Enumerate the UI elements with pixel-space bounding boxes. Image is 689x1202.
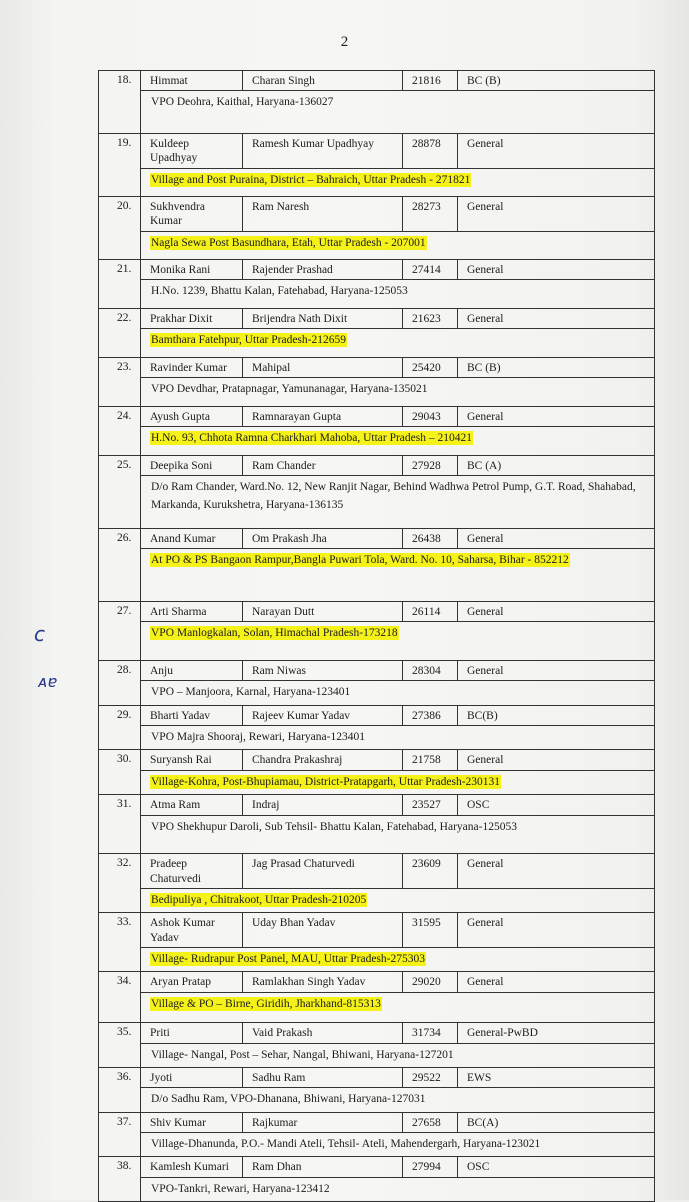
category: General	[467, 411, 504, 423]
candidate-name: Bharti Yadav	[141, 706, 243, 725]
address-text: At PO & PS Bangaon Rampur,Bangla Puwari Tola, Ward. No. 10, Saharsa, Bihar - 852212	[151, 554, 569, 567]
father-name: Indraj	[243, 795, 403, 814]
address	[141, 169, 654, 192]
address-text: Bedipuliya , Chitrakoot, Uttar Pradesh-210205	[151, 894, 367, 906]
serial-number: 28.	[99, 661, 141, 705]
category: BC (B)	[467, 362, 501, 374]
candidate-details	[141, 913, 654, 948]
table-row	[99, 70, 654, 133]
roll-number: 26438	[403, 529, 458, 548]
roll-number: 25420	[403, 358, 458, 377]
father-name: Charan Singh	[243, 71, 403, 90]
candidate-details	[141, 529, 654, 549]
address	[141, 378, 654, 401]
category: EWS	[467, 1071, 492, 1084]
address	[141, 329, 654, 352]
father-name: Ramlakhan Singh Yadav	[243, 972, 403, 991]
roll-number: 21758	[403, 750, 458, 769]
serial-number: 19.	[99, 134, 141, 196]
candidate-details	[141, 134, 654, 169]
candidate-details	[141, 407, 654, 427]
candidate-name: Prakhar Dixit	[141, 309, 243, 328]
roll-number: 29043	[403, 407, 458, 426]
roll-number: 27386	[403, 706, 458, 725]
address-text: Village-Dhanunda, P.O.- Mandi Ateli, Tehsil- Ateli, Mahendergarh, Haryana-123021	[151, 1137, 541, 1150]
serial-number: 36.	[99, 1068, 141, 1112]
roll-number: 27994	[403, 1157, 458, 1176]
serial-number: 26.	[99, 529, 141, 601]
candidate-name: Monika Rani	[141, 260, 243, 279]
table-row	[99, 749, 654, 794]
candidate-name: Shiv Kumar	[141, 1113, 243, 1132]
table-row	[99, 971, 654, 1022]
table-row	[99, 912, 654, 971]
address	[141, 476, 654, 517]
address	[141, 1133, 654, 1156]
candidate-details	[141, 854, 654, 889]
category: BC(A)	[467, 1116, 499, 1129]
candidate-name: Pradeep Chaturvedi	[141, 854, 243, 888]
serial-number: 23.	[99, 358, 141, 406]
candidate-name: Ashok Kumar Yadav	[141, 913, 243, 947]
category: General	[467, 754, 504, 767]
address-text: Village-Kohra, Post-Bhupiamau, District-Pratapgarh, Uttar Pradesh-230131	[151, 775, 501, 788]
serial-number: 24.	[99, 407, 141, 455]
category: General	[467, 606, 504, 618]
serial-number: 25.	[99, 456, 141, 528]
roll-number: 27414	[403, 260, 458, 279]
address	[141, 948, 654, 971]
address	[141, 1178, 654, 1201]
candidate-name: Himmat	[141, 71, 243, 90]
candidate-details	[141, 1023, 654, 1043]
address	[141, 91, 654, 114]
table-row	[99, 196, 654, 259]
candidate-details	[141, 1157, 654, 1177]
category: General	[467, 665, 504, 677]
table-row	[99, 406, 654, 455]
candidate-details	[141, 260, 654, 280]
father-name: Narayan Dutt	[243, 602, 403, 621]
candidate-name: Atma Ram	[141, 795, 243, 814]
category: BC(B)	[467, 709, 498, 722]
father-name: Vaid Prakash	[243, 1023, 403, 1042]
address-text: D/o Ram Chander, Ward.No. 12, New Ranjit Nagar, Behind Wadhwa Petrol Pump, G.T. Road, Shahabad, Markanda, Kurukshetra, Haryana-136135	[151, 481, 636, 511]
table-row	[99, 1112, 654, 1157]
candidate-details	[141, 309, 654, 329]
roll-number: 27928	[403, 456, 458, 475]
serial-number: 31.	[99, 795, 141, 853]
serial-number: 18.	[99, 71, 141, 133]
roll-number: 23609	[403, 854, 458, 888]
address-text: D/o Sadhu Ram, VPO-Dhanana, Bhiwani, Haryana-127031	[151, 1093, 426, 1106]
roll-number: 28878	[403, 134, 458, 168]
candidate-details	[141, 71, 654, 91]
serial-number: 34.	[99, 972, 141, 1022]
table-row	[99, 794, 654, 853]
candidate-name: Suryansh Rai	[141, 750, 243, 769]
category: General	[467, 264, 504, 276]
category: General	[467, 313, 504, 325]
table-row	[99, 1022, 654, 1067]
roll-number: 27658	[403, 1113, 458, 1132]
table-row	[99, 660, 654, 705]
roll-number: 23527	[403, 795, 458, 814]
candidate-details	[141, 197, 654, 232]
candidate-name: Jyoti	[141, 1068, 243, 1087]
father-name: Rajeev Kumar Yadav	[243, 706, 403, 725]
serial-number: 37.	[99, 1113, 141, 1157]
address-text: Village- Rudrapur Post Panel, MAU, Uttar Pradesh-275303	[151, 953, 425, 965]
address-text: VPO-Tankri, Rewari, Haryana-123412	[151, 1182, 330, 1195]
address	[141, 1044, 654, 1067]
roll-number: 21816	[403, 71, 458, 90]
roll-number: 31595	[403, 913, 458, 947]
candidate-name: Ayush Gupta	[141, 407, 243, 426]
category: General	[467, 858, 504, 871]
father-name: Ramesh Kumar Upadhyay	[243, 134, 403, 168]
serial-number: 29.	[99, 706, 141, 750]
address	[141, 280, 654, 303]
address	[141, 622, 654, 645]
candidate-details	[141, 1113, 654, 1133]
address	[141, 232, 654, 255]
father-name: Mahipal	[243, 358, 403, 377]
candidate-name: Kuldeep Upadhyay	[141, 134, 243, 168]
address-text: Village & PO – Birne, Giridih, Jharkhand-815313	[151, 997, 381, 1010]
table-row	[99, 1156, 654, 1202]
candidate-details	[141, 661, 654, 681]
address-text: Village and Post Puraina, District – Bahraich, Uttar Pradesh - 271821	[151, 173, 471, 186]
table-row	[99, 528, 654, 601]
candidate-details	[141, 358, 654, 378]
father-name: Om Prakash Jha	[243, 529, 403, 548]
address	[141, 726, 654, 749]
pen-mark-circle: c	[34, 622, 45, 646]
father-name: Sadhu Ram	[243, 1068, 403, 1087]
address	[141, 427, 654, 450]
category: General	[467, 201, 504, 213]
serial-number: 32.	[99, 854, 141, 912]
candidate-details	[141, 795, 654, 815]
category: General	[467, 533, 504, 545]
category: OSC	[467, 799, 490, 812]
category: General	[467, 138, 504, 150]
address-text: Bamthara Fatehpur, Uttar Pradesh-212659	[151, 334, 346, 347]
address-text: VPO Manlogkalan, Solan, Himachal Pradesh-173218	[151, 627, 398, 640]
table-row	[99, 133, 654, 196]
page-number: 2	[340, 34, 349, 50]
candidate-name: Sukhvendra Kumar	[141, 197, 243, 231]
roll-number: 21623	[403, 309, 458, 328]
category: General-PwBD	[467, 1027, 538, 1040]
category: OSC	[467, 1161, 490, 1174]
father-name: Chandra Prakashraj	[243, 750, 403, 769]
serial-number: 21.	[99, 260, 141, 308]
candidate-name: Priti	[141, 1023, 243, 1042]
father-name: Jag Prasad Chaturvedi	[243, 854, 403, 888]
candidate-details	[141, 706, 654, 726]
candidate-details	[141, 602, 654, 622]
roll-number: 28304	[403, 661, 458, 680]
candidate-name: Arti Sharma	[141, 602, 243, 621]
candidate-name: Aryan Pratap	[141, 972, 243, 991]
table-row	[99, 853, 654, 912]
table-row	[99, 705, 654, 750]
serial-number: 35.	[99, 1023, 141, 1067]
father-name: Ram Dhan	[243, 1157, 403, 1176]
address-text: Village- Nangal, Post – Sehar, Nangal, Bhiwani, Haryana-127201	[151, 1048, 454, 1061]
address-text: VPO – Manjoora, Karnal, Haryana-123401	[151, 686, 351, 699]
father-name: Ram Niwas	[243, 661, 403, 680]
serial-number: 30.	[99, 750, 141, 794]
address	[141, 1088, 654, 1111]
roll-number: 28273	[403, 197, 458, 231]
serial-number: 27.	[99, 602, 141, 660]
table-row	[99, 357, 654, 406]
father-name: Uday Bhan Yadav	[243, 913, 403, 947]
address	[141, 889, 654, 912]
father-name: Brijendra Nath Dixit	[243, 309, 403, 328]
father-name: Rajkumar	[243, 1113, 403, 1132]
address-text: H.No. 1239, Bhattu Kalan, Fatehabad, Haryana-125053	[151, 285, 408, 298]
address	[141, 771, 654, 794]
roll-number: 26114	[403, 602, 458, 621]
category: BC (A)	[467, 460, 502, 472]
roll-number: 31734	[403, 1023, 458, 1042]
address	[141, 993, 654, 1016]
table-row	[99, 1067, 654, 1112]
candidate-details	[141, 750, 654, 770]
address-text: VPO Majra Shooraj, Rewari, Haryana-123401	[151, 731, 365, 743]
serial-number: 38.	[99, 1157, 141, 1201]
address-text: VPO Devdhar, Pratapnagar, Yamunanagar, Haryana-135021	[151, 383, 428, 396]
address	[141, 681, 654, 704]
category: BC (B)	[467, 75, 501, 87]
candidate-name: Kamlesh Kumari	[141, 1157, 243, 1176]
candidate-name: Deepika Soni	[141, 456, 243, 475]
address-text: Nagla Sewa Post Basundhara, Etah, Uttar Pradesh - 207001	[151, 236, 426, 249]
address	[141, 549, 654, 572]
candidate-details	[141, 972, 654, 992]
candidate-details	[141, 1068, 654, 1088]
address-text: H.No. 93, Chhota Ramna Charkhari Mahoba, Uttar Pradesh – 210421	[151, 432, 472, 445]
table-row	[99, 455, 654, 528]
address-text: VPO Deohra, Kaithal, Haryana-136027	[151, 96, 334, 109]
table-row	[99, 259, 654, 308]
father-name: Ram Naresh	[243, 197, 403, 231]
father-name: Ramnarayan Gupta	[243, 407, 403, 426]
roll-number: 29522	[403, 1068, 458, 1087]
category: General	[467, 917, 504, 930]
serial-number: 33.	[99, 913, 141, 971]
serial-number: 22.	[99, 309, 141, 357]
candidate-details	[141, 456, 654, 476]
address-text: VPO Shekhupur Daroli, Sub Tehsil- Bhattu Kalan, Fatehabad, Haryana-125053	[151, 820, 517, 833]
table-row	[99, 308, 654, 357]
father-name: Rajender Prashad	[243, 260, 403, 279]
candidate-name: Ravinder Kumar	[141, 358, 243, 377]
category: General	[467, 976, 504, 989]
address	[141, 816, 654, 839]
candidate-table	[98, 70, 655, 1202]
candidate-name: Anju	[141, 661, 243, 680]
roll-number: 29020	[403, 972, 458, 991]
pen-mark-scribble: ᴀɐ	[38, 672, 58, 691]
table-row	[99, 601, 654, 660]
serial-number: 20.	[99, 197, 141, 259]
candidate-name: Anand Kumar	[141, 529, 243, 548]
father-name: Ram Chander	[243, 456, 403, 475]
